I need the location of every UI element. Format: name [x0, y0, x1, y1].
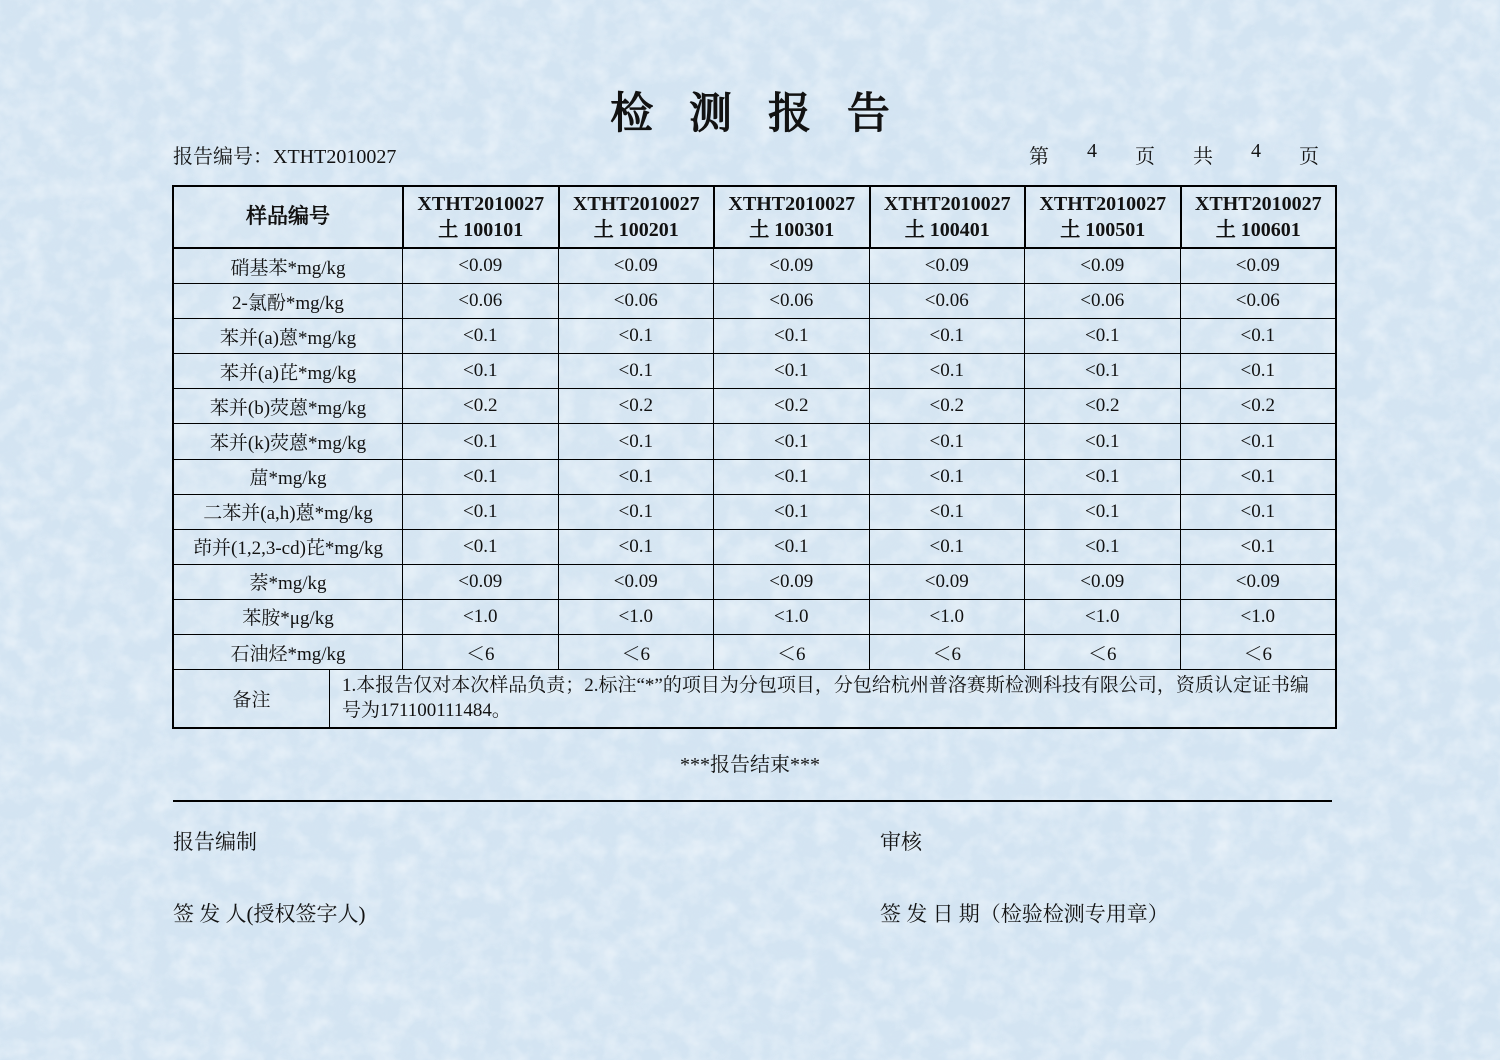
- pagination-part: 页: [1299, 146, 1319, 168]
- parameter-label: 石油烃*mg/kg: [230, 643, 346, 665]
- sample-id-line1: XTHT2010027: [1194, 193, 1322, 215]
- page-total: 4: [1251, 140, 1261, 162]
- result-value: <0.1: [558, 424, 714, 458]
- result-value: <1.0: [713, 600, 869, 634]
- parameter-label: 2-氯酚*mg/kg: [232, 292, 344, 314]
- result-value: <0.1: [1024, 530, 1180, 564]
- result-value: <0.2: [558, 389, 714, 423]
- result-value: <0.1: [869, 424, 1025, 458]
- result-value: <0.1: [713, 495, 869, 529]
- table-row: [174, 319, 1335, 354]
- result-value: <0.1: [713, 424, 869, 458]
- result-value: <0.1: [402, 354, 558, 388]
- parameter-label: 苯并(k)荧蒽*mg/kg: [209, 433, 367, 455]
- parameter-label: 苯并(a)蒽*mg/kg: [219, 327, 357, 349]
- issue-date-label: 签 发 日 期（检验检测专用章）: [880, 902, 1169, 926]
- table-row: [174, 600, 1335, 635]
- result-value: <0.1: [558, 354, 714, 388]
- sample-id-line2: 土 100601: [1215, 219, 1301, 241]
- result-value: <0.1: [1024, 354, 1180, 388]
- result-value: ＜6: [713, 635, 869, 669]
- parameter-label: 䓛*mg/kg: [249, 468, 327, 490]
- result-value: <0.1: [1024, 460, 1180, 494]
- result-value: <0.1: [402, 495, 558, 529]
- sample-id-line1: XTHT2010027: [417, 193, 545, 215]
- result-value: <0.1: [402, 424, 558, 458]
- result-value: <1.0: [558, 600, 714, 634]
- result-value: <0.09: [713, 249, 869, 283]
- result-value: <0.2: [713, 389, 869, 423]
- report-number: 报告编号：XTHT2010027: [173, 146, 397, 168]
- sample-header-cell: [558, 187, 714, 247]
- parameter-label: 二苯并(a,h)蒽*mg/kg: [203, 503, 373, 525]
- table-row: [174, 354, 1335, 389]
- sample-id-line1: XTHT2010027: [728, 193, 856, 215]
- report-title: 检 测 报 告: [610, 90, 902, 138]
- result-value: <0.1: [1180, 424, 1336, 458]
- result-value: <0.09: [869, 565, 1025, 599]
- remark-text: [329, 670, 1335, 727]
- result-value: <0.1: [1024, 319, 1180, 353]
- result-value: <0.1: [713, 530, 869, 564]
- result-value: <1.0: [1180, 600, 1336, 634]
- result-value: <0.09: [1180, 249, 1336, 283]
- sample-id-line2: 土 100201: [593, 219, 679, 241]
- table-row: [174, 565, 1335, 600]
- result-value: <0.1: [869, 530, 1025, 564]
- pagination-part: 第: [1029, 146, 1049, 168]
- result-value: <0.1: [1180, 460, 1336, 494]
- result-value: <1.0: [402, 600, 558, 634]
- sample-id-line2: 土 100301: [749, 219, 835, 241]
- result-value: <0.2: [1180, 389, 1336, 423]
- result-value: <0.1: [402, 460, 558, 494]
- sample-header-cell: [1180, 187, 1336, 247]
- result-value: <0.1: [869, 354, 1025, 388]
- result-value: <0.09: [713, 565, 869, 599]
- sample-id-line2: 土 100101: [438, 219, 524, 241]
- remark-text-content: 1.本报告仅对本次样品负责；2.标注“*”的项目为分包项目，分包给杭州普洛赛斯检测科技有限公司，资质认定证书编号为171100111484。: [342, 675, 1309, 722]
- table-header-row: [174, 187, 1335, 249]
- result-value: <0.06: [713, 284, 869, 318]
- result-value: <0.1: [713, 319, 869, 353]
- signature-divider-line: [173, 800, 1332, 802]
- result-value: <0.1: [713, 354, 869, 388]
- parameter-label: 苯胺*μg/kg: [242, 608, 334, 630]
- parameter-label: 苯并(b)荧蒽*mg/kg: [209, 397, 367, 419]
- result-value: <0.1: [402, 319, 558, 353]
- sample-id-line1: XTHT2010027: [1039, 193, 1167, 215]
- result-value: <0.1: [558, 319, 714, 353]
- result-value: <0.06: [1180, 284, 1336, 318]
- reviewed-by-label: 审核: [880, 830, 922, 854]
- result-value: ＜6: [558, 635, 714, 669]
- sample-header-cell: [402, 187, 558, 247]
- result-value: <0.06: [402, 284, 558, 318]
- page-current: 4: [1087, 140, 1097, 162]
- result-value: <0.06: [558, 284, 714, 318]
- result-value: <0.1: [558, 530, 714, 564]
- result-value: <0.1: [1180, 319, 1336, 353]
- sample-header-cell: [1024, 187, 1180, 247]
- result-value: ＜6: [402, 635, 558, 669]
- parameter-label: 硝基苯*mg/kg: [230, 257, 346, 279]
- table-row: [174, 635, 1335, 670]
- result-value: <0.1: [1024, 495, 1180, 529]
- result-value: <0.09: [558, 565, 714, 599]
- result-value: <0.1: [1180, 530, 1336, 564]
- table-row: [174, 389, 1335, 424]
- result-value: <0.06: [869, 284, 1025, 318]
- table-body: [174, 249, 1335, 670]
- result-value: <0.1: [713, 460, 869, 494]
- parameter-label: 萘*mg/kg: [249, 573, 327, 595]
- sample-id-line1: XTHT2010027: [883, 193, 1011, 215]
- result-value: <1.0: [869, 600, 1025, 634]
- result-value: <0.09: [1024, 249, 1180, 283]
- result-value: <0.1: [869, 495, 1025, 529]
- pagination: [1029, 140, 1319, 169]
- result-value: <0.09: [558, 249, 714, 283]
- remark-label: 备注: [232, 690, 271, 712]
- result-value: <0.09: [402, 249, 558, 283]
- result-value: <0.1: [1180, 354, 1336, 388]
- result-value: <0.2: [402, 389, 558, 423]
- result-value: <0.1: [558, 460, 714, 494]
- result-value: <0.1: [1024, 424, 1180, 458]
- result-value: <1.0: [1024, 600, 1180, 634]
- result-value: <0.1: [402, 530, 558, 564]
- result-value: <0.09: [402, 565, 558, 599]
- table-row: [174, 249, 1335, 284]
- sample-header-cell: [869, 187, 1025, 247]
- results-table: [172, 185, 1337, 729]
- end-of-report-note: ***报告结束***: [680, 754, 820, 776]
- table-row: [174, 284, 1335, 319]
- prepared-by-label: 报告编制: [173, 830, 257, 854]
- table-row: [174, 460, 1335, 495]
- parameter-label: 茚并(1,2,3-cd)芘*mg/kg: [193, 538, 383, 560]
- table-row: [174, 530, 1335, 565]
- issuer-label: 签 发 人(授权签字人): [173, 902, 366, 926]
- result-value: <0.2: [1024, 389, 1180, 423]
- result-value: ＜6: [869, 635, 1025, 669]
- result-value: <0.1: [558, 495, 714, 529]
- table-row: [174, 424, 1335, 459]
- sample-id-line1: XTHT2010027: [572, 193, 700, 215]
- corner-header-cell: 样品编号: [246, 205, 330, 229]
- pagination-part: 页: [1135, 146, 1155, 168]
- result-value: <0.1: [869, 319, 1025, 353]
- remark-row: [174, 670, 1335, 727]
- result-value: <0.2: [869, 389, 1025, 423]
- result-value: ＜6: [1180, 635, 1336, 669]
- result-value: <0.06: [1024, 284, 1180, 318]
- meta-row: [173, 140, 1319, 169]
- pagination-part: 共: [1193, 146, 1213, 168]
- result-value: ＜6: [1024, 635, 1180, 669]
- result-value: <0.1: [869, 460, 1025, 494]
- result-value: <0.09: [869, 249, 1025, 283]
- result-value: <0.09: [1180, 565, 1336, 599]
- parameter-label: 苯并(a)芘*mg/kg: [219, 362, 357, 384]
- result-value: <0.09: [1024, 565, 1180, 599]
- sample-header-cell: [713, 187, 869, 247]
- result-value: <0.1: [1180, 495, 1336, 529]
- table-row: [174, 495, 1335, 530]
- sample-id-line2: 土 100401: [904, 219, 990, 241]
- sample-id-line2: 土 100501: [1060, 219, 1146, 241]
